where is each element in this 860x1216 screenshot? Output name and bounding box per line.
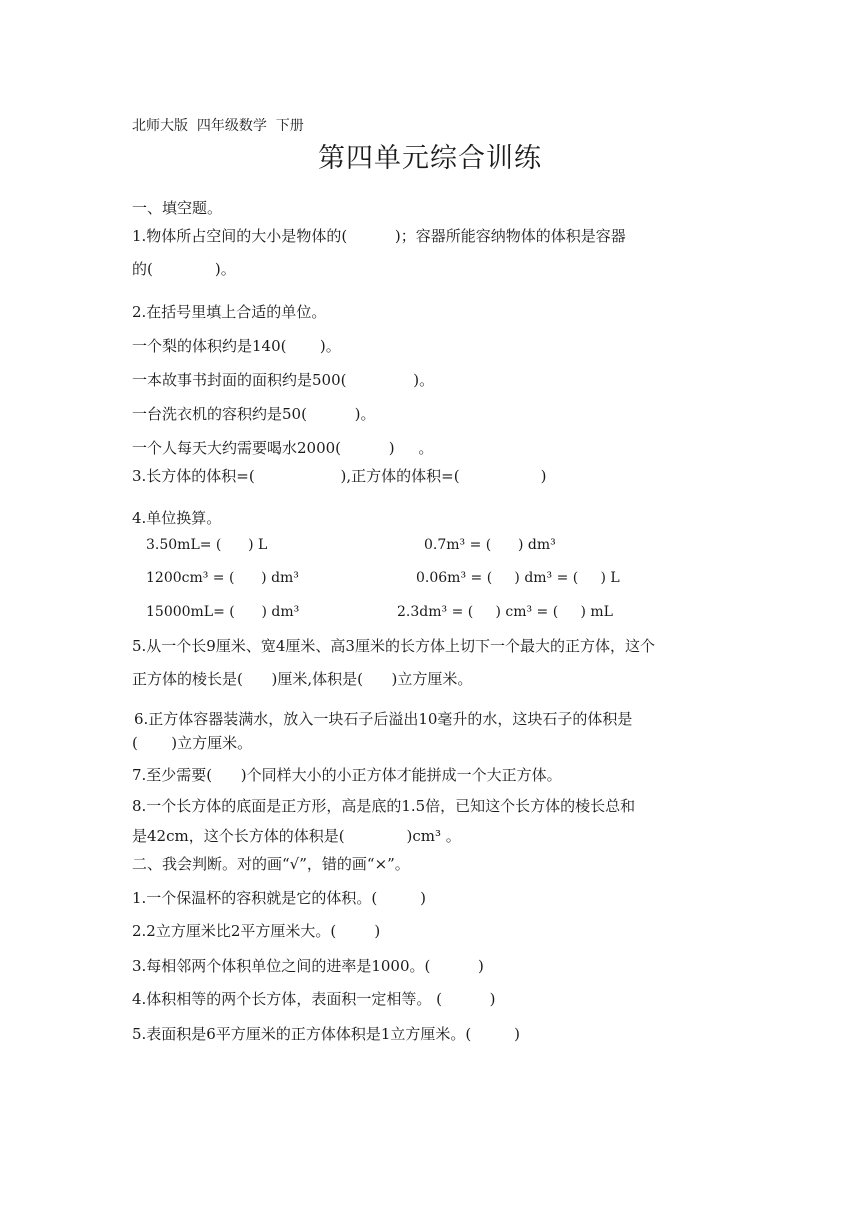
q1-line1: 1.物体所占空间的大小是物体的( )；容器所能容纳物体的体积是容器 [132,227,626,245]
q5-line2: 正方体的棱长是( )厘米,体积是( )立方厘米。 [132,670,473,688]
q4-row3-left: 15000mL= ( ) dm³ [146,604,300,620]
judge-item-1: 1.一个保温杯的容积就是它的体积。( ) [132,889,426,907]
header-edition: 北师大版 四年级数学 下册 [132,118,304,134]
q4-intro: 4.单位换算。 [132,509,222,527]
q1-line2: 的( )。 [132,260,236,278]
q7: 7.至少需要( )个同样大小的小正方体才能拼成一个大正方体。 [132,766,562,784]
q2-item-b: 一本故事书封面的面积约是500( )。 [132,371,435,389]
q4-row3-right: 2.3dm³ = ( ) cm³ = ( ) mL [397,604,613,620]
judge-item-2: 2.2立方厘米比2平方厘米大。( ) [132,922,381,940]
q3: 3.长方体的体积=( ),正方体的体积=( ) [132,467,547,485]
q4-row2-right: 0.06m³ = ( ) dm³ = ( ) L [416,570,620,586]
q8-line2: 是42cm，这个长方体的体积是( )cm³ 。 [132,827,461,845]
page-title: 第四单元综合训练 [318,143,542,174]
q4-row1-right: 0.7m³ = ( ) dm³ [424,537,556,553]
judge-item-4: 4.体积相等的两个长方体，表面积一定相等。 ( ) [132,990,496,1008]
section-heading-true-false: 二、我会判断。对的画“√”，错的画“×”。 [132,855,410,873]
judge-item-3: 3.每相邻两个体积单位之间的进率是1000。( ) [132,957,484,975]
q2-item-a: 一个梨的体积约是140( )。 [132,337,341,355]
q2-item-c: 一台洗衣机的容积约是50( )。 [132,405,376,423]
section-heading-fill-blanks: 一、填空题。 [132,199,223,217]
q4-row1-left: 3.50mL= ( ) L [146,537,268,553]
q2-item-d: 一个人每天大约需要喝水2000( ) 。 [132,439,434,457]
q5-line1: 5.从一个长9厘米、宽4厘米、高3厘米的长方体上切下一个最大的正方体，这个 [132,637,655,655]
q6-line1: 6.正方体容器装满水，放入一块石子后溢出10毫升的水，这块石子的体积是 [134,710,633,728]
judge-item-5: 5.表面积是6平方厘米的正方体体积是1立方厘米。( ) [132,1025,521,1043]
q8-line1: 8.一个长方体的底面是正方形，高是底的1.5倍，已知这个长方体的棱长总和 [132,797,636,815]
q4-row2-left: 1200cm³ = ( ) dm³ [146,570,299,586]
q2-intro: 2.在括号里填上合适的单位。 [132,303,327,321]
q6-line2: ( )立方厘米。 [132,734,253,752]
